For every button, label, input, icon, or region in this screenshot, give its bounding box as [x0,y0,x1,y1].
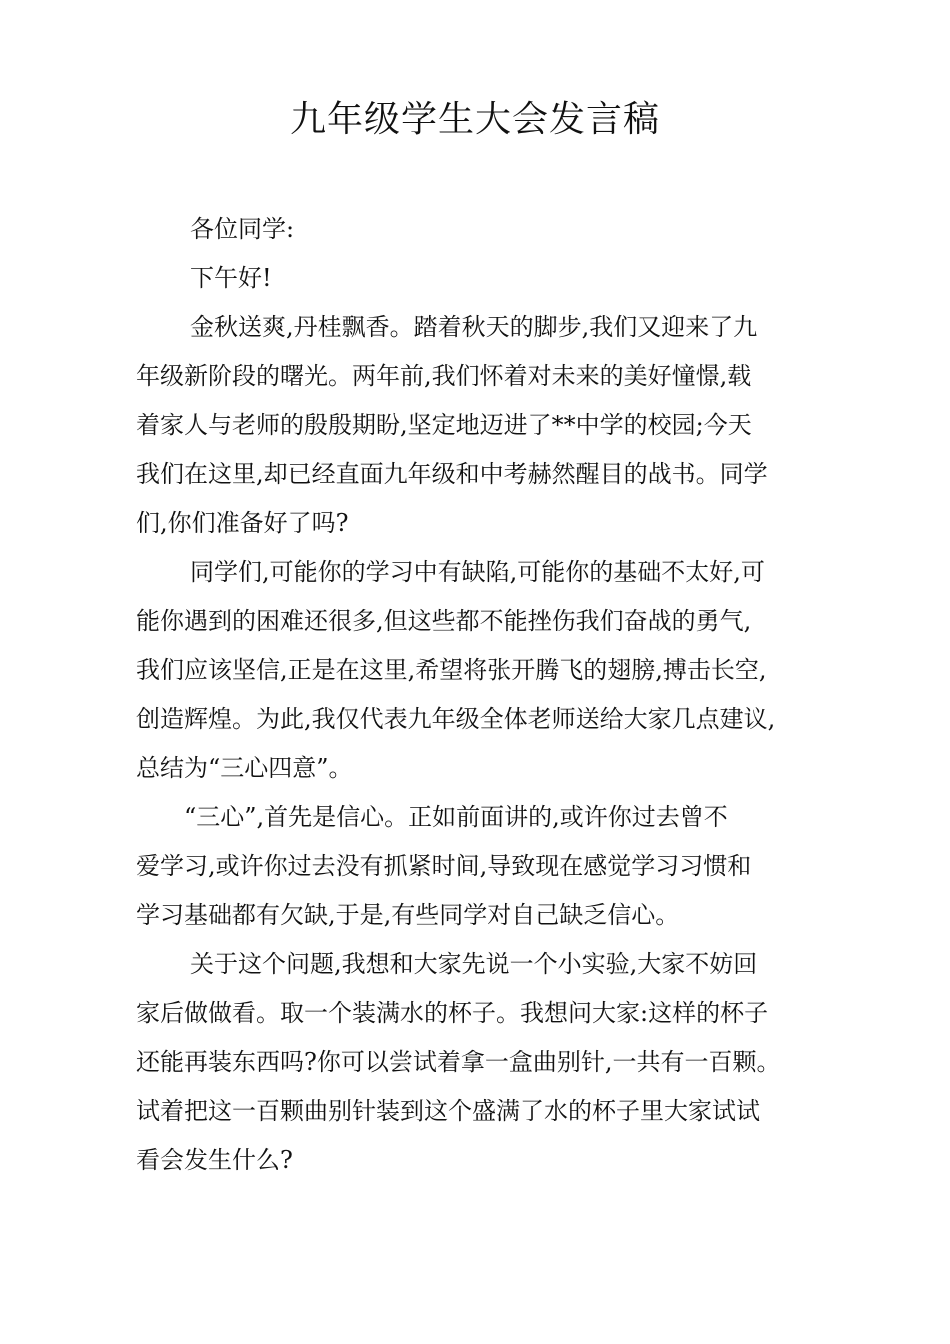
paragraph-2-line-3: 我们应该坚信,正是在这里,希望将张开腾飞的翅膀,搏击长空, [136,656,767,684]
paragraph-2-line-5: 总结为“三心四意”。 [136,754,353,782]
document-title: 九年级学生大会发言稿 [289,99,660,140]
paragraph-1-line-1: 金秋送爽,丹桂飘香。踏着秋天的脚步,我们又迎来了九 [190,313,758,341]
paragraph-2-line-1: 同学们,可能你的学习中有缺陷,可能你的基础不太好,可 [190,558,765,586]
paragraph-1-line-3: 着家人与老师的殷殷期盼,坚定地迈进了**中学的校园;今天 [136,411,752,439]
greeting: 下午好! [190,264,272,292]
paragraph-1-line-5: 们,你们准备好了吗? [136,509,349,537]
salutation: 各位同学: [190,215,295,243]
paragraph-3-line-2: 爱学习,或许你过去没有抓紧时间,导致现在感觉学习习惯和 [136,852,752,880]
paragraph-4-line-2: 家后做做看。取一个装满水的杯子。我想问大家:这样的杯子 [136,999,769,1027]
paragraph-4-line-1: 关于这个问题,我想和大家先说一个小实验,大家不妨回 [190,950,758,978]
paragraph-4-line-5: 看会发生什么? [136,1146,293,1174]
paragraph-3-line-3: 学习基础都有欠缺,于是,有些同学对自己缺乏信心。 [136,901,680,929]
paragraph-4-line-4: 试着把这一百颗曲别针装到这个盛满了水的杯子里大家试试 [136,1097,760,1125]
paragraph-1-line-2: 年级新阶段的曙光。两年前,我们怀着对未来的美好憧憬,载 [136,362,752,390]
paragraph-2-line-2: 能你遇到的困难还很多,但这些都不能挫伤我们奋战的勇气, [136,607,752,635]
paragraph-2-line-4: 创造辉煌。为此,我仅代表九年级全体老师送给大家几点建议, [136,705,776,733]
paragraph-4-line-3: 还能再装东西吗?你可以尝试着拿一盒曲别针,一共有一百颗。 [136,1048,781,1076]
paragraph-3-line-1: “三心”,首先是信心。正如前面讲的,或许你过去曾不 [184,803,728,831]
paragraph-1-line-4: 我们在这里,却已经直面九年级和中考赫然醒目的战书。同学 [136,460,768,488]
document-body [136,205,826,1185]
